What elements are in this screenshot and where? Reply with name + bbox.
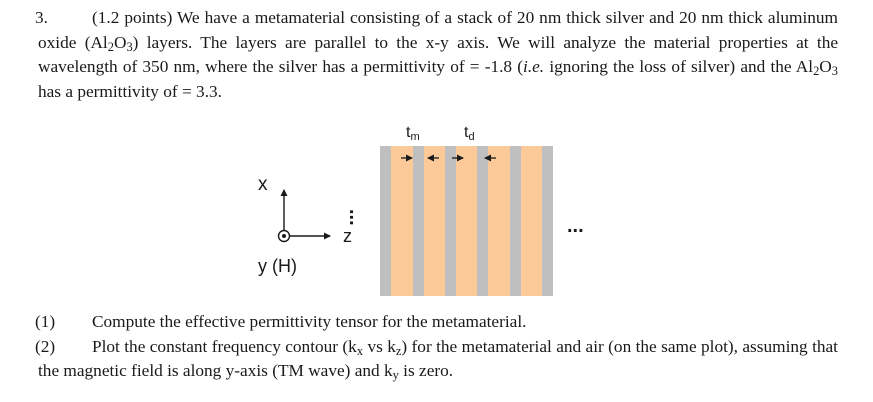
dielectric-layer [456,146,477,296]
paren-open: ( [512,57,524,76]
td-label: td [464,124,475,143]
question-1 [35,310,838,335]
metal-layer [380,146,391,296]
question-2 [35,335,838,384]
metal-layer [413,146,424,296]
ellipsis-left: ... [345,209,367,226]
subscript-x: x [356,343,364,358]
subscript-2b: 2 [813,64,820,79]
question-text-1: Plot the constant frequency contour (k [92,336,357,356]
questions [35,310,838,384]
ellipsis-right: ... [567,215,584,237]
question-text: Compute the effective permittivity tensor for the metamaterial. [92,312,527,331]
problem-points: (1.2 points) [92,8,173,27]
ie-italic: i.e. [523,57,545,76]
problem-text-3: ) layers. The layers are parallel to the x-y axis. We will analyze the material properties at the wavelength of 350 nm, where the silver has a permittivity of [38,32,839,76]
subscript-y: y [392,368,399,383]
layer-stack [380,146,553,296]
problem-text-1: We have a metamaterial consisting of a stack of 20 nm thick silver and 20 nm thick aluminum oxide (Al [38,8,838,52]
question-text-4: is zero. [398,361,454,380]
question-text-3: ) for the metamaterial and air (on the same plot), assuming that the magnetic field is along y-axis (TM wave) and k [38,336,838,380]
problem-number: 3. [35,8,48,27]
y-axis-label: y (H) [258,256,297,276]
metal-layer [510,146,521,296]
dielectric-layer [521,146,542,296]
subscript-3: 3 [126,39,133,54]
problem-text-2: O [113,32,127,52]
question-number: (1) [35,312,56,331]
metal-layer [445,146,456,296]
subscript-3b: 3 [831,64,838,79]
metal-layer [542,146,553,296]
silver-permittivity: = -1.8 [469,57,513,76]
problem-text-4: ignoring the loss of silver) and the Al [544,57,814,76]
tm-label: tm [406,124,420,143]
coordinate-axes [279,190,331,242]
problem-text-5: O [819,57,832,76]
dielectric-layer [424,146,445,296]
x-axis-label: x [258,174,268,195]
metal-layer [477,146,488,296]
question-text-2: vs k [363,336,396,356]
question-number: (2) [35,336,56,356]
z-axis-label: z [343,226,352,246]
subscript-2: 2 [107,39,114,54]
problem-text-6: has a permittivity of [38,81,182,101]
dielectric-layer [391,146,413,296]
oxide-permittivity: = 3.3. [181,81,222,101]
dielectric-layer [488,146,510,296]
subscript-z: z [395,343,402,358]
